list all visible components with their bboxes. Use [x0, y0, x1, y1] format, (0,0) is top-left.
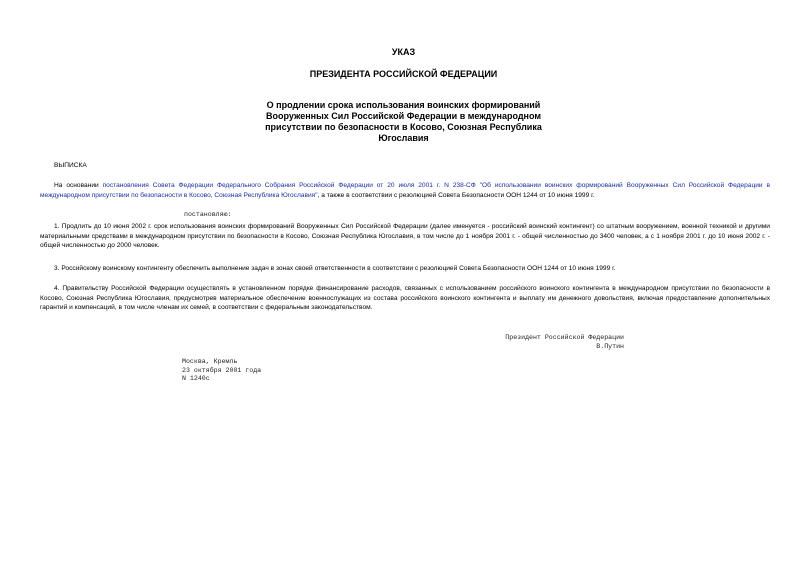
basis-prefix: На основании — [54, 182, 103, 189]
basis-suffix: , а также в соответствии с резолюцией Совета Безопасности ООН 1244 от 10 июня 1999 г. — [317, 191, 595, 199]
decree-heading: УКАЗ — [391, 47, 416, 57]
decree-subject-title: О продлении срока использования воинских формирований Вооруженных Сил Российской Федерации в международном присутствии по безопасности в Косово, Союзная Республика Югославия — [265, 100, 542, 143]
decree-number: N 1240с — [182, 375, 210, 383]
basis-paragraph — [40, 181, 770, 200]
paragraph-4: 4. Правительству Российской Федерации осуществлять в установленном порядке финансирование расходов, связанных с использованием российского воинского контингента в международном присутствии по безопасности в Косово, Союзная Республика Югославия, предусмотрев материальное обеспечение военнослужащих из состава российского воинского контингента и выплату им денежного довольствия, включая предоставление дополнительных гарантий и компенсаций, в том числе членам их семей, в соответствии с федеральным законодательством. — [40, 285, 770, 312]
paragraph-3: 3. Российскому воинскому контингенту обеспечить выполнение задач в зонах своей ответственности в соответствии с резолюцией Совета Безопасности ООН 1244 от 10 июня 1999 г. — [54, 265, 616, 272]
federation-council-resolution-link[interactable]: постановления Совета Федерации Федерального Собрания Российской Федерации от 20 июля 2001 г. N 238-СФ "Об использовании воинских формирований Вооруженных Сил Российской Федерации в международном присутствии по безопасности в Косово, Союзная Республика Югославия" — [40, 182, 770, 199]
place-date-block — [182, 358, 261, 384]
extract-label: ВЫПИСКА — [54, 162, 87, 169]
decree-issuer-heading: ПРЕЗИДЕНТА РОССИЙСКОЙ ФЕДЕРАЦИИ — [309, 69, 498, 79]
signatory-position: Президент Российской Федерации — [505, 334, 624, 341]
signature-block — [505, 334, 624, 351]
resolve-label: постановляю: — [184, 211, 232, 218]
signing-date: 23 октября 2001 года — [182, 366, 262, 374]
signing-place: Москва, Кремль — [182, 358, 238, 365]
paragraph-1: 1. Продлить до 10 июня 2002 г. срок использования воинских формирований Вооруженных Сил Российской Федерации (далее именуется - российский воинский контингент) со штатным вооружением, военной техникой и другими материальными средствами в международном присутствии по безопасности в Косово, Союзная Республика Югославия, в том числе до 1 ноября 2001 г. - общей численностью до 3400 человек, а с 1 ноября 2001 г. до 10 июня 2002 г. - общей численностью до 2000 человек. — [40, 223, 770, 250]
signatory-name: В.Путин — [596, 342, 624, 350]
